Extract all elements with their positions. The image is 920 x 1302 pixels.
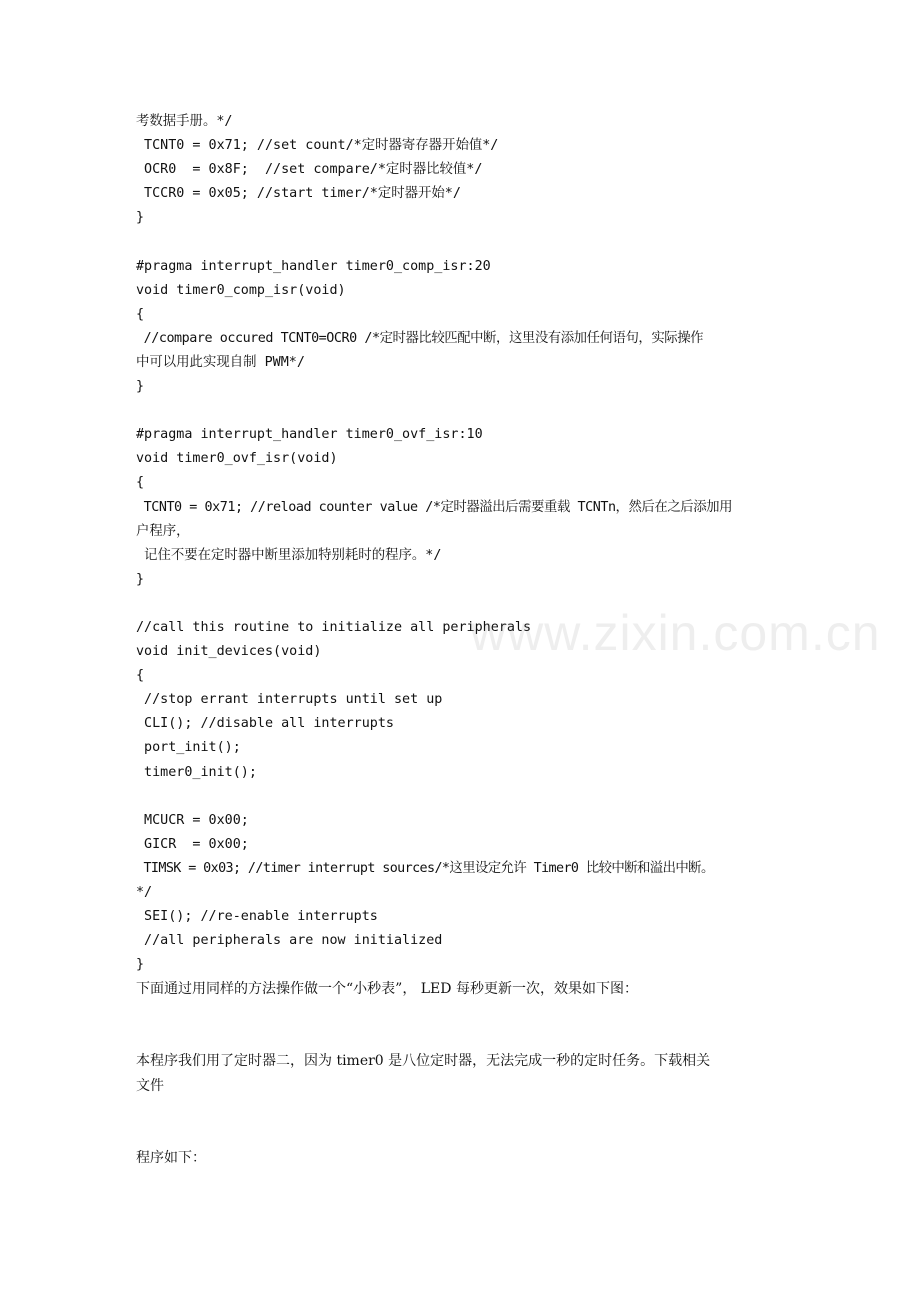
code-line: } <box>136 571 145 587</box>
blank-line <box>136 399 796 423</box>
code-line: port_init(); <box>136 740 241 756</box>
code-line: } <box>136 210 145 226</box>
code-line: OCR0 = 0x8F; //set compare/*定时器比较值*/ <box>136 162 483 178</box>
code-line: 记住不要在定时器中断里添加特别耗时的程序。*/ <box>136 547 442 563</box>
code-line: { <box>136 668 145 684</box>
code-line: TCNT0 = 0x71; //set count/*定时器寄存器开始值*/ <box>136 138 499 154</box>
paragraph-stopwatch-intro: 下面通过用同样的方法操作做一个“小秒表”， LED 每秒更新一次，效果如下图： <box>136 981 638 998</box>
code-block-comp-isr <box>136 255 796 400</box>
code-line: TIMSK = 0x03; //timer interrupt sources/*这里设定允许 Timer0 比较中断和溢出中断。 <box>136 860 714 876</box>
code-line: CLI(); //disable all interrupts <box>136 716 394 732</box>
code-line: { <box>136 306 145 322</box>
code-line: { <box>136 475 145 491</box>
code-line: SEI(); //re-enable interrupts <box>136 909 378 925</box>
code-line: //call this routine to initialize all peripherals <box>136 619 532 635</box>
blank-line <box>136 592 796 616</box>
spacer <box>136 1001 796 1049</box>
spacer <box>136 1098 796 1146</box>
code-line <box>136 785 796 809</box>
code-line: timer0_init(); <box>136 764 257 780</box>
code-line: //stop errant interrupts until set up <box>136 692 443 708</box>
code-line: #pragma interrupt_handler timer0_ovf_isr:10 <box>136 427 483 443</box>
watermark: www.zixin.com.cn <box>470 605 881 661</box>
code-line: MCUCR = 0x00; <box>136 812 249 828</box>
blank-line <box>136 230 796 254</box>
code-line: } <box>136 957 145 973</box>
code-line: 户程序， <box>136 523 190 539</box>
code-line: void timer0_ovf_isr(void) <box>136 451 338 467</box>
code-line: 考数据手册。*/ <box>136 114 233 129</box>
code-line: */ <box>136 885 153 900</box>
code-line: 中可以用此实现自制 PWM*/ <box>136 354 305 370</box>
code-line: } <box>136 379 145 395</box>
code-line: void init_devices(void) <box>136 644 322 660</box>
code-block-init-devices <box>136 616 796 977</box>
code-block-timer-init-tail <box>136 110 796 230</box>
code-line: //compare occured TCNT0=OCR0 /*定时器比较匹配中断，这里没有添加任何语句，实际操作 <box>136 330 704 346</box>
code-line: //all peripherals are now initialized <box>136 933 443 949</box>
code-line: void timer0_comp_isr(void) <box>136 282 346 298</box>
code-line: TCNT0 = 0x71; //reload counter value /*定时器溢出后需要重载 TCNTn，然后在之后添加用 <box>136 499 733 515</box>
code-line: TCCR0 = 0x05; //start timer/*定时器开始*/ <box>136 186 461 202</box>
paragraph-program-follows: 程序如下： <box>136 1149 206 1166</box>
code-line: GICR = 0x00; <box>136 836 249 852</box>
document-page <box>136 110 796 1170</box>
code-line: #pragma interrupt_handler timer0_comp_isr:20 <box>136 258 491 274</box>
code-block-ovf-isr <box>136 423 796 592</box>
paragraph-timer2-line1: 本程序我们用了定时器二，因为 timer0 是八位定时器，无法完成一秒的定时任务。下载相关 <box>136 1053 711 1070</box>
paragraph-timer2-line2: 文件 <box>136 1077 164 1094</box>
